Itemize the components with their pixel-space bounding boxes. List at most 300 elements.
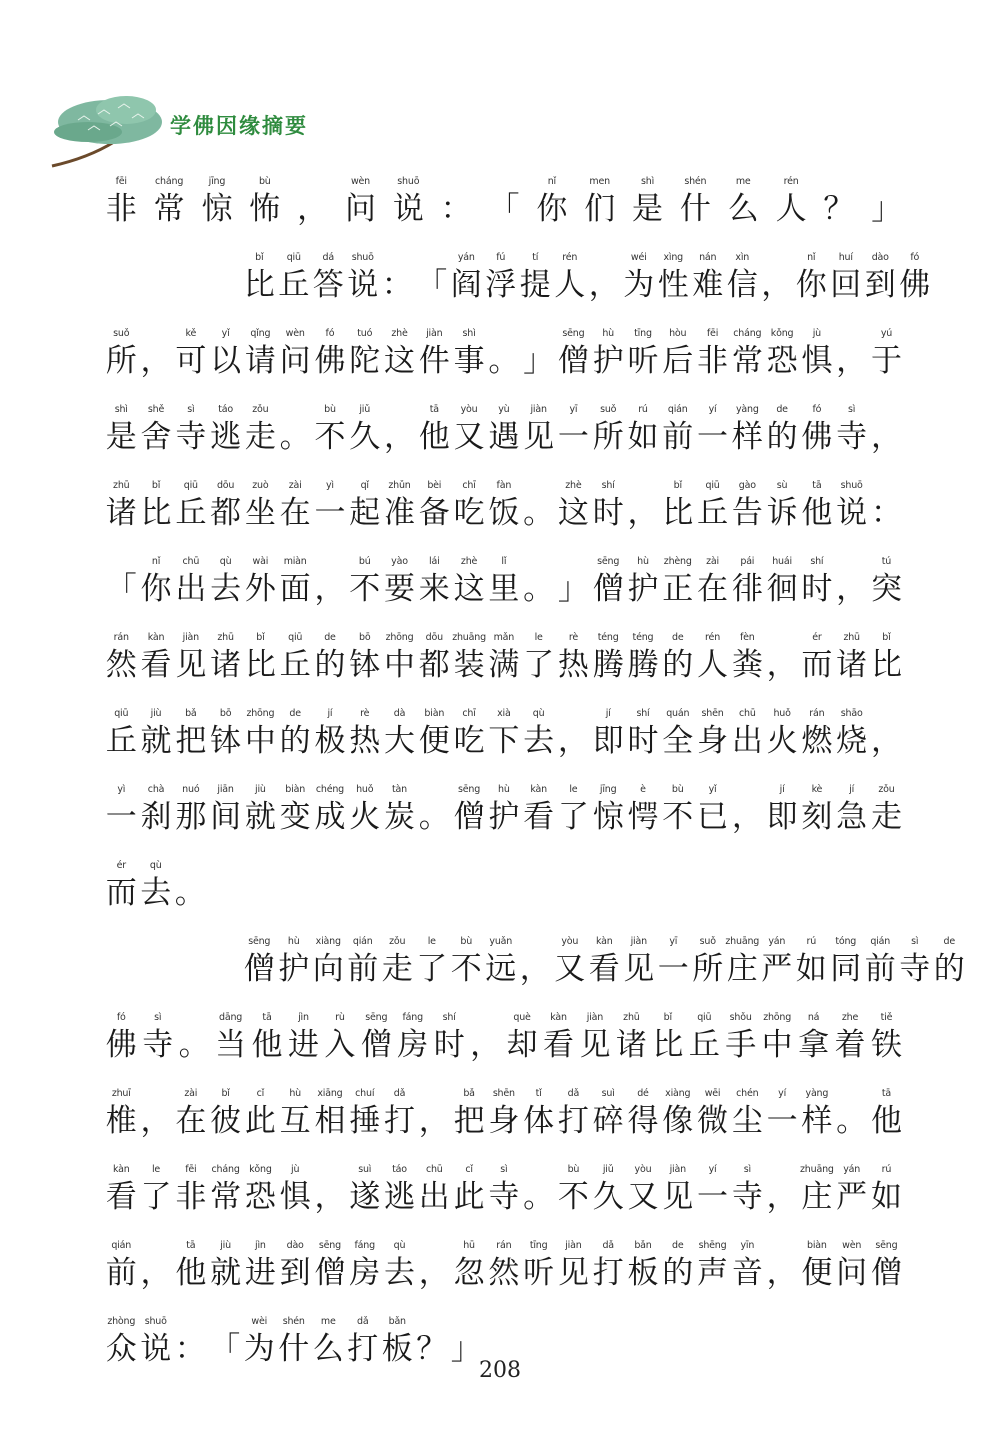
hanzi: 前 xyxy=(105,1255,137,1291)
hanzi: 碎 xyxy=(592,1103,624,1139)
character-cell xyxy=(556,327,591,383)
character-cell xyxy=(521,327,556,383)
pinyin: shén xyxy=(684,176,707,187)
character-cell xyxy=(174,1239,209,1295)
pinyin: chà xyxy=(147,784,165,795)
hanzi: 椎 xyxy=(105,1103,137,1139)
character-cell xyxy=(760,1011,795,1067)
character-cell xyxy=(417,631,452,687)
character-cell xyxy=(208,1239,243,1295)
pinyin: qián xyxy=(667,404,688,415)
character-cell xyxy=(695,555,730,611)
character-cell xyxy=(174,1163,209,1219)
hanzi: 丘 xyxy=(105,723,137,759)
pinyin: rú xyxy=(881,1164,892,1175)
pinyin: suì xyxy=(358,1164,372,1175)
hanzi: 急 xyxy=(836,799,868,835)
hanzi: 「 xyxy=(416,267,448,303)
character-cell xyxy=(661,1239,696,1295)
hanzi: 见 xyxy=(623,951,655,987)
hanzi: 中 xyxy=(384,647,415,683)
character-cell xyxy=(277,251,312,307)
hanzi: 全 xyxy=(662,723,694,759)
hanzi: 燃 xyxy=(801,723,833,759)
hanzi: 见 xyxy=(523,419,555,455)
hanzi: 看 xyxy=(140,647,172,683)
hanzi: 一 xyxy=(557,419,589,455)
character-cell xyxy=(208,631,243,687)
character-cell xyxy=(730,1087,765,1143)
pinyin: rén xyxy=(783,176,799,187)
character-cell xyxy=(382,783,417,839)
hanzi: ， xyxy=(297,191,329,227)
hanzi: 「 xyxy=(488,191,520,227)
pinyin: qián xyxy=(352,936,373,947)
hanzi: 佛 xyxy=(801,419,833,455)
character-cell xyxy=(591,327,626,383)
hanzi: 你 xyxy=(795,267,827,303)
hanzi: 忽 xyxy=(453,1255,485,1291)
character-cell xyxy=(591,1239,626,1295)
pinyin: bō xyxy=(358,632,371,643)
character-cell xyxy=(104,707,139,763)
pinyin: xiàng xyxy=(665,1088,691,1099)
hanzi: ， xyxy=(870,723,902,759)
pinyin: ér xyxy=(116,860,126,871)
pinyin: nǐ xyxy=(151,556,161,567)
pinyin: zǒu xyxy=(878,784,895,795)
character-cell xyxy=(765,1087,800,1143)
character-cell xyxy=(139,327,174,383)
character-cell xyxy=(765,555,800,611)
character-cell xyxy=(556,1163,591,1219)
character-cell xyxy=(695,327,730,383)
character-cell xyxy=(278,707,313,763)
hanzi: 面 xyxy=(279,571,311,607)
pinyin: yī xyxy=(669,936,678,947)
character-cell xyxy=(104,175,139,231)
character-cell xyxy=(104,631,139,687)
character-cell xyxy=(359,1011,394,1067)
hanzi: 。 xyxy=(523,1179,555,1215)
pinyin: bǎ xyxy=(185,708,197,719)
hanzi: 互 xyxy=(279,1103,311,1139)
character-cell xyxy=(452,327,487,383)
pinyin: fó xyxy=(116,1012,126,1023)
pinyin: suǒ xyxy=(600,404,617,415)
hanzi: 出 xyxy=(418,1179,450,1215)
text-line xyxy=(104,991,904,1067)
hanzi: 僧 xyxy=(870,1255,902,1291)
pinyin: jiàn xyxy=(669,1164,686,1175)
pinyin: fó xyxy=(910,252,920,263)
hanzi: 着 xyxy=(834,1027,866,1063)
hanzi: 。 xyxy=(174,875,206,911)
character-cell xyxy=(313,1163,348,1219)
character-cell xyxy=(834,1163,869,1219)
hanzi: 看 xyxy=(543,1027,574,1063)
hanzi: 如 xyxy=(795,951,827,987)
hanzi: 腾 xyxy=(592,647,624,683)
hanzi: ， xyxy=(314,1179,346,1215)
hanzi: 严 xyxy=(761,951,793,987)
hanzi: 把 xyxy=(453,1103,485,1139)
hanzi: 一 xyxy=(766,1103,798,1139)
character-cell xyxy=(578,1011,613,1067)
character-cell xyxy=(487,1163,522,1219)
hanzi: 成 xyxy=(314,799,346,835)
pinyin: xìng xyxy=(663,252,683,263)
character-cell xyxy=(452,1163,487,1219)
hanzi: 板 xyxy=(627,1255,659,1291)
pinyin: qù xyxy=(393,1240,406,1251)
hanzi: 非 xyxy=(105,191,137,227)
pinyin: yán xyxy=(843,1164,861,1175)
hanzi: 」 xyxy=(450,1331,482,1367)
hanzi: 比 xyxy=(244,647,276,683)
pinyin: zhuāng xyxy=(800,1164,834,1175)
character-cell xyxy=(774,175,809,231)
character-cell xyxy=(278,327,313,383)
character-cell xyxy=(487,631,522,687)
hanzi: 遇 xyxy=(488,419,520,455)
character-cell xyxy=(556,1239,591,1295)
character-cell xyxy=(417,479,452,535)
pinyin: huí xyxy=(838,252,853,263)
pinyin: huǒ xyxy=(773,708,791,719)
pinyin: dāng xyxy=(219,1012,243,1023)
pinyin: de xyxy=(943,936,955,947)
pinyin: shì xyxy=(462,328,476,339)
pinyin: zhè xyxy=(460,556,478,567)
character-cell xyxy=(521,1163,556,1219)
pinyin: jí xyxy=(327,708,333,719)
hanzi: 恐 xyxy=(244,1179,276,1215)
hanzi: 僧 xyxy=(592,571,624,607)
character-cell xyxy=(243,707,278,763)
character-cell xyxy=(452,783,487,839)
pinyin: chuí xyxy=(355,1088,375,1099)
hanzi: 诉 xyxy=(766,495,798,531)
text-line xyxy=(242,231,931,307)
character-cell xyxy=(313,327,348,383)
hanzi: 说 xyxy=(836,495,868,531)
hanzi: 的 xyxy=(662,1255,694,1291)
pinyin: zhōng xyxy=(246,708,275,719)
character-cell xyxy=(869,555,904,611)
pinyin: yán xyxy=(768,936,786,947)
hanzi: 寺 xyxy=(899,951,931,987)
hanzi: 了 xyxy=(140,1179,172,1215)
text-line xyxy=(104,155,904,231)
pinyin: shuō xyxy=(840,480,863,491)
hanzi: 非 xyxy=(175,1179,207,1215)
pinyin: rù xyxy=(335,1012,345,1023)
pinyin: chī xyxy=(462,480,476,491)
character-cell xyxy=(313,555,348,611)
pinyin: yòu xyxy=(634,1164,652,1175)
hanzi: 问 xyxy=(344,191,376,227)
hanzi: 他 xyxy=(418,419,450,455)
character-cell xyxy=(243,1239,278,1295)
hanzi: 久 xyxy=(349,419,381,455)
pinyin: shuō xyxy=(397,176,420,187)
character-cell xyxy=(760,935,795,991)
hanzi: 相 xyxy=(314,1103,346,1139)
pinyin: le xyxy=(151,1164,161,1175)
hanzi: 丘 xyxy=(697,495,729,531)
character-cell xyxy=(591,707,626,763)
hanzi: 僧 xyxy=(557,343,589,379)
character-cell xyxy=(695,707,730,763)
hanzi: 间 xyxy=(210,799,242,835)
hanzi: 常 xyxy=(210,1179,242,1215)
pinyin: suǒ xyxy=(113,328,130,339)
hanzi: 时 xyxy=(801,571,833,607)
pinyin: rén xyxy=(562,252,578,263)
character-cell xyxy=(382,631,417,687)
text-line xyxy=(104,1143,904,1219)
character-cell xyxy=(521,479,556,535)
pinyin: fàn xyxy=(496,480,512,491)
hanzi: 寺 xyxy=(836,419,868,455)
hanzi: 说 xyxy=(347,267,379,303)
pinyin: téng xyxy=(632,632,654,643)
pinyin: jīng xyxy=(599,784,617,795)
hanzi: 准 xyxy=(384,495,415,531)
pinyin: fēi xyxy=(115,176,127,187)
hanzi: 而 xyxy=(105,875,137,911)
hanzi: 满 xyxy=(488,647,520,683)
hanzi: 了 xyxy=(557,799,589,835)
pinyin: huái xyxy=(772,556,792,567)
character-cell xyxy=(487,403,522,459)
hanzi: 手 xyxy=(725,1027,757,1063)
character-cell xyxy=(104,403,139,459)
pinyin: sēng xyxy=(875,1240,898,1251)
hanzi: 为 xyxy=(243,1331,275,1367)
pinyin: shēn xyxy=(492,1088,515,1099)
pinyin: sēng xyxy=(365,1012,388,1023)
pinyin: kàn xyxy=(550,1012,567,1023)
hanzi: 。 xyxy=(488,343,520,379)
hanzi: 所 xyxy=(105,343,137,379)
pinyin: sēng xyxy=(248,936,271,947)
character-cell xyxy=(521,1087,556,1143)
character-cell xyxy=(518,935,553,991)
hanzi: 进 xyxy=(287,1027,319,1063)
character-cell xyxy=(695,1087,730,1143)
hanzi: 他 xyxy=(175,1255,207,1291)
character-cell xyxy=(765,403,800,459)
character-cell xyxy=(278,479,313,535)
pinyin: sù xyxy=(776,480,788,491)
pinyin: biàn xyxy=(285,784,306,795)
pinyin: què xyxy=(513,1012,531,1023)
hanzi: 丘 xyxy=(175,495,207,531)
pinyin: kǒng xyxy=(249,1164,272,1175)
pinyin: yú xyxy=(880,328,893,339)
hanzi: 以 xyxy=(210,343,242,379)
hanzi: 大 xyxy=(384,723,415,759)
pinyin: jīng xyxy=(208,176,226,187)
character-cell xyxy=(622,251,657,307)
pinyin: zǒu xyxy=(252,404,269,415)
pinyin: xiàng xyxy=(315,936,341,947)
character-cell xyxy=(380,251,415,307)
pinyin: sì xyxy=(911,936,919,947)
pinyin: hù xyxy=(498,784,510,795)
hanzi: 一 xyxy=(657,951,689,987)
character-cell xyxy=(794,935,829,991)
pinyin: de xyxy=(324,632,336,643)
character-cell xyxy=(630,175,665,231)
pinyin: hù xyxy=(637,556,649,567)
pinyin: tǐ xyxy=(535,1088,542,1099)
character-cell xyxy=(626,479,661,535)
character-cell xyxy=(139,1239,174,1295)
pinyin: dǎ xyxy=(567,1088,580,1099)
hanzi: 是 xyxy=(105,419,137,455)
pinyin: jiàn xyxy=(586,1012,604,1023)
pinyin: kàn xyxy=(147,632,165,643)
character-cell xyxy=(521,555,556,611)
pinyin: dào xyxy=(871,252,889,263)
hanzi: 去 xyxy=(210,571,242,607)
character-cell xyxy=(173,859,208,915)
text-line xyxy=(104,611,904,687)
hanzi: ， xyxy=(418,1255,450,1291)
hanzi: ， xyxy=(140,1103,172,1139)
pinyin: bǎ xyxy=(463,1088,475,1099)
pinyin: bú xyxy=(358,556,371,567)
pinyin: jiàn xyxy=(182,632,199,643)
hanzi: 僧 xyxy=(243,951,275,987)
pinyin: ér xyxy=(812,632,822,643)
character-cell xyxy=(286,1011,321,1067)
hanzi: 样 xyxy=(731,419,763,455)
character-cell xyxy=(174,479,209,535)
pinyin: zài xyxy=(706,556,719,567)
pinyin: bèi xyxy=(427,480,442,491)
character-cell xyxy=(521,403,556,459)
hanzi: 难 xyxy=(692,267,724,303)
hanzi: 在 xyxy=(175,1103,207,1139)
character-cell xyxy=(691,935,726,991)
pinyin: nǐ xyxy=(807,252,816,263)
character-cell xyxy=(869,707,904,763)
hanzi: 诸 xyxy=(836,647,868,683)
pinyin: zuò xyxy=(252,480,269,491)
character-cell xyxy=(449,251,484,307)
character-cell xyxy=(591,479,626,535)
hanzi: 这 xyxy=(384,343,415,379)
character-cell xyxy=(870,175,905,231)
pinyin: cháng xyxy=(155,176,184,187)
character-cell xyxy=(452,1239,487,1295)
hanzi: 来 xyxy=(418,571,450,607)
pinyin: zhǔn xyxy=(388,480,411,491)
hanzi: 可 xyxy=(175,343,207,379)
hanzi: 要 xyxy=(384,571,415,607)
character-cell xyxy=(730,707,765,763)
character-cell xyxy=(208,555,243,611)
pinyin: cǐ xyxy=(465,1164,473,1175)
pinyin: qiū xyxy=(286,252,301,263)
hanzi: 样 xyxy=(801,1103,833,1139)
character-cell xyxy=(208,327,243,383)
hanzi: ， xyxy=(766,1179,798,1215)
character-cell xyxy=(556,783,591,839)
hanzi: 前 xyxy=(347,951,379,987)
hanzi: 丘 xyxy=(279,647,311,683)
hanzi: 了 xyxy=(523,647,555,683)
pinyin: tí xyxy=(532,252,539,263)
character-cell xyxy=(347,631,382,687)
pinyin: nán xyxy=(699,252,717,263)
pinyin: sēng xyxy=(562,328,585,339)
character-cell xyxy=(243,479,278,535)
hanzi: 遂 xyxy=(349,1179,381,1215)
character-cell xyxy=(726,175,761,231)
character-cell xyxy=(800,707,835,763)
pinyin: cháng xyxy=(211,1164,240,1175)
hanzi: ， xyxy=(588,267,620,303)
hanzi: 么 xyxy=(727,191,759,227)
character-cell xyxy=(730,783,765,839)
character-cell xyxy=(730,1239,765,1295)
pinyin: tiě xyxy=(880,1012,893,1023)
pinyin: yì xyxy=(117,784,126,795)
hanzi: 一 xyxy=(697,419,729,455)
hanzi: ， xyxy=(140,1255,172,1291)
hanzi: 远 xyxy=(485,951,517,987)
hanzi: ： xyxy=(870,495,902,531)
character-cell xyxy=(898,935,933,991)
character-cell xyxy=(730,631,765,687)
character-cell xyxy=(391,175,426,231)
hanzi: 吃 xyxy=(453,495,485,531)
character-cell xyxy=(898,251,933,307)
hanzi: 烧 xyxy=(836,723,868,759)
pinyin: fáng xyxy=(354,1240,375,1251)
character-cell xyxy=(208,403,243,459)
character-cell xyxy=(730,479,765,535)
pinyin: le xyxy=(534,632,543,643)
hanzi: 粪 xyxy=(731,647,763,683)
pinyin: miàn xyxy=(283,556,307,567)
character-cell xyxy=(243,327,278,383)
hanzi: 热 xyxy=(557,647,589,683)
hanzi: 提 xyxy=(519,267,551,303)
character-cell xyxy=(687,1011,722,1067)
hanzi: 惊 xyxy=(592,799,624,835)
character-cell xyxy=(800,327,835,383)
pinyin: tā xyxy=(262,1012,272,1023)
pinyin: qiū xyxy=(705,480,720,491)
pinyin: bǎn xyxy=(388,1316,406,1327)
character-cell xyxy=(484,251,519,307)
hanzi: 陀 xyxy=(349,343,381,379)
hanzi: 的 xyxy=(314,647,346,683)
hanzi: 下 xyxy=(488,723,520,759)
hanzi: 为 xyxy=(623,267,655,303)
hanzi: 入 xyxy=(324,1027,356,1063)
hanzi: 打 xyxy=(592,1255,624,1291)
pinyin: gào xyxy=(738,480,756,491)
hanzi: 捶 xyxy=(349,1103,381,1139)
character-cell xyxy=(313,707,348,763)
